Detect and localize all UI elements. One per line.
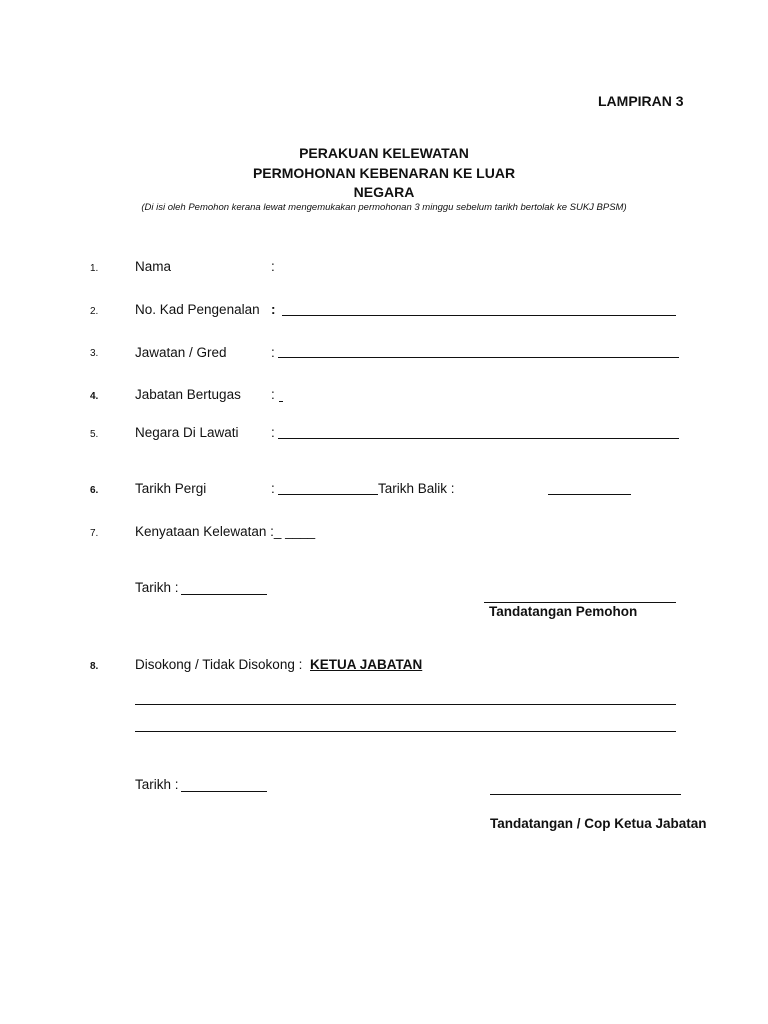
field-number-8: 8. xyxy=(90,661,99,672)
ic-number-input-line[interactable] xyxy=(282,315,676,316)
applicant-date-label: Tarikh : xyxy=(135,580,179,595)
support-remarks-line-1[interactable] xyxy=(135,704,676,705)
field-label-ic-number: No. Kad Pengenalan xyxy=(135,302,260,317)
field-separator: : xyxy=(271,259,275,274)
field-label-departure-date: Tarikh Pergi xyxy=(135,481,207,496)
return-date-input-line[interactable] xyxy=(548,494,631,495)
department-input-line[interactable] xyxy=(279,401,283,402)
support-remarks-line-2[interactable] xyxy=(135,731,676,732)
form-instructions: (Di isi oleh Pemohon kerana lewat mengemukakan permohonan 3 minggu sebelum tarikh bertolak ke SUKJ BPSM) xyxy=(141,202,627,213)
department-head-label: KETUA JABATAN xyxy=(310,657,423,672)
head-date-label: Tarikh : xyxy=(135,777,179,792)
field-number-6: 6. xyxy=(90,485,99,496)
field-number-4: 4. xyxy=(90,391,99,402)
position-grade-input-line[interactable] xyxy=(278,357,679,358)
field-number-7: 7. xyxy=(90,528,99,539)
form-title-line-3: NEGARA xyxy=(353,184,415,200)
form-title-line-1: PERAKUAN KELEWATAN xyxy=(299,145,469,161)
field-separator: : xyxy=(271,387,275,402)
head-date-input-line[interactable] xyxy=(181,791,267,792)
field-number-1: 1. xyxy=(90,263,99,274)
field-separator: : xyxy=(271,302,276,317)
form-title-line-2: PERMOHONAN KEBENARAN KE LUAR xyxy=(252,165,516,181)
country-visited-input-line[interactable] xyxy=(278,438,679,439)
field-separator: : xyxy=(271,345,275,360)
applicant-signature-caption: Tandatangan Pemohon xyxy=(489,604,638,619)
head-signature-line[interactable] xyxy=(490,794,681,795)
field-number-5: 5. xyxy=(90,429,99,440)
applicant-date-input-line[interactable] xyxy=(181,594,267,595)
field-label-support: Disokong / Tidak Disokong : xyxy=(135,657,303,672)
field-number-3: 3. xyxy=(90,348,99,359)
field-separator: : xyxy=(271,481,275,496)
field-label-country-visited: Negara Di Lawati xyxy=(135,425,239,440)
field-label-department: Jabatan Bertugas xyxy=(135,387,241,402)
applicant-signature-line[interactable] xyxy=(484,602,676,603)
field-label-nama: Nama xyxy=(135,259,172,274)
field-number-2: 2. xyxy=(90,306,99,317)
head-signature-caption: Tandatangan / Cop Ketua Jabatan xyxy=(490,816,707,831)
field-label-return-date: Tarikh Balik : xyxy=(378,481,455,496)
departure-date-input-line[interactable] xyxy=(278,494,378,495)
field-label-delay-statement: Kenyataan Kelewatan :_ ____ xyxy=(135,524,316,539)
appendix-label: LAMPIRAN 3 xyxy=(598,93,684,109)
field-label-position-grade: Jawatan / Gred xyxy=(135,345,227,360)
field-separator: : xyxy=(271,425,275,440)
